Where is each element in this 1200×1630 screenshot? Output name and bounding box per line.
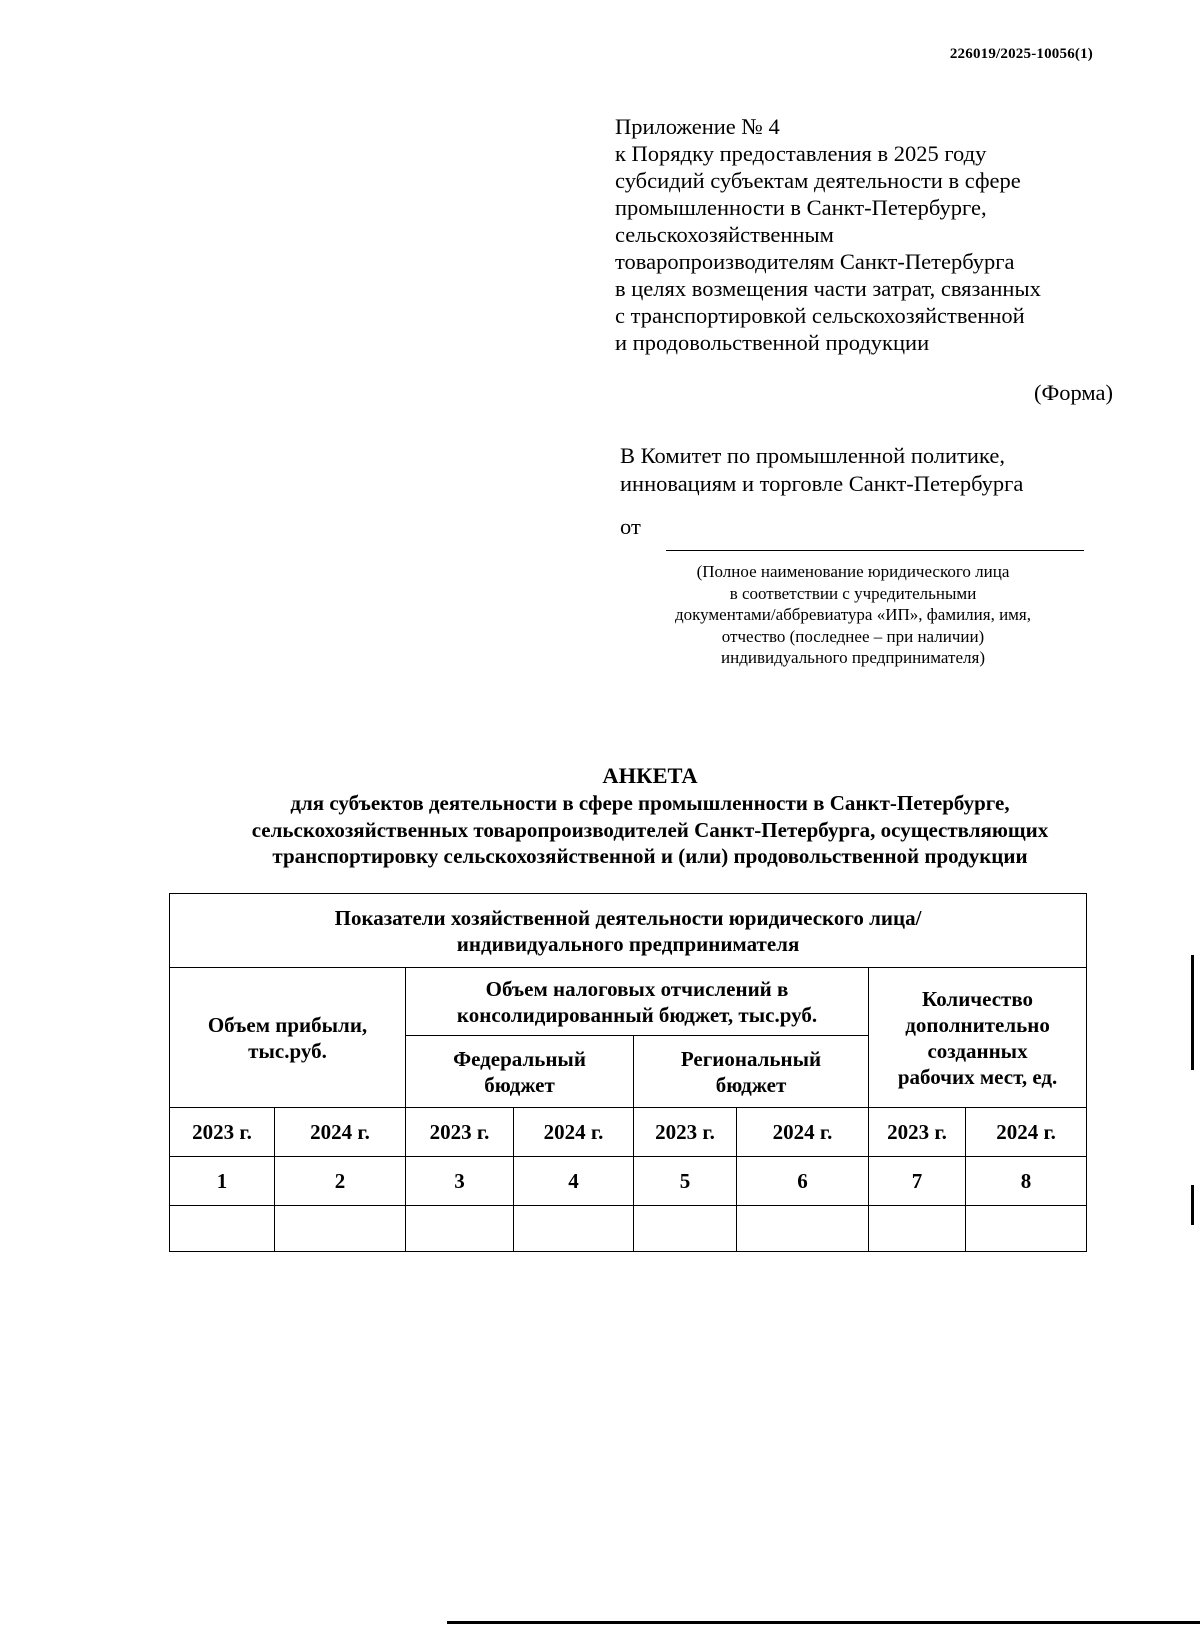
column-number-cell: 7 — [869, 1157, 966, 1206]
column-number-cell: 6 — [737, 1157, 869, 1206]
data-entry-cell[interactable] — [406, 1206, 514, 1252]
appendix-line: промышленности в Санкт-Петербурге, — [615, 195, 987, 220]
regional-header-line: Региональный — [680, 1046, 822, 1071]
scan-edge-mark — [1191, 1185, 1194, 1225]
profit-header-line: тыс.руб. — [248, 1038, 327, 1063]
year-cell: 2023 г. — [170, 1108, 275, 1157]
regional-header-line: бюджет — [715, 1072, 787, 1097]
title-sub-line: транспортировку сельскохозяйственной и (или) продовольственной продукции — [272, 844, 1028, 868]
from-caption-line: в соответствии с учредительными — [729, 583, 977, 603]
federal-header-line: Федеральный — [453, 1046, 586, 1071]
data-entry-cell[interactable] — [966, 1206, 1087, 1252]
year-cell: 2024 г. — [966, 1108, 1087, 1157]
scan-edge-mark — [1191, 955, 1194, 1070]
addressee-block — [620, 442, 1140, 497]
profit-header-line: Объем прибыли, — [207, 1012, 368, 1037]
scan-artifact-line — [447, 1621, 1200, 1624]
jobs-header — [869, 968, 1087, 1108]
tax-header-line: консолидированный бюджет, тыс.руб. — [456, 1002, 818, 1027]
table-caption-cell — [170, 894, 1087, 968]
table-caption-line: Показатели хозяйственной деятельности юридического лица/ — [334, 905, 922, 930]
appendix-line: сельскохозяйственным — [615, 222, 834, 247]
column-number-cell: 5 — [634, 1157, 737, 1206]
column-number-cell: 1 — [170, 1157, 275, 1206]
addressee-line: В Комитет по промышленной политике, — [620, 443, 1005, 468]
regional-budget-header — [634, 1036, 869, 1108]
from-caption-line: (Полное наименование юридического лица — [696, 562, 1010, 581]
tax-header — [406, 968, 869, 1036]
year-cell: 2024 г. — [514, 1108, 634, 1157]
data-entry-cell[interactable] — [275, 1206, 406, 1252]
addressee-line: инновациям и торговле Санкт-Петербурга — [620, 470, 1024, 496]
jobs-header-line: рабочих мест, ед. — [897, 1064, 1058, 1089]
title-main: АНКЕТА — [602, 763, 698, 788]
data-entry-cell[interactable] — [869, 1206, 966, 1252]
from-caption — [620, 561, 1086, 669]
data-entry-cell[interactable] — [514, 1206, 634, 1252]
table-caption-line: индивидуального предпринимателя — [456, 931, 800, 956]
year-cell: 2024 г. — [737, 1108, 869, 1157]
data-entry-cell[interactable] — [170, 1206, 275, 1252]
title-sub-line: сельскохозяйственных товаропроизводителей Санкт-Петербурга, осуществляющих — [251, 817, 1049, 842]
title-sub-line: для субъектов деятельности в сфере промышленности в Санкт-Петербурге, — [290, 791, 1010, 815]
federal-budget-header — [406, 1036, 634, 1108]
federal-header-line: бюджет — [484, 1072, 555, 1097]
from-label: от — [620, 514, 641, 539]
jobs-header-line: Количество — [922, 986, 1034, 1011]
appendix-line: субсидий субъектам деятельности в сфере — [615, 168, 1021, 193]
jobs-header-line: созданных — [927, 1038, 1028, 1063]
from-caption-line: индивидуального предпринимателя) — [721, 648, 985, 667]
form-label: (Форма) — [1034, 380, 1113, 405]
data-entry-cell[interactable] — [737, 1206, 869, 1252]
appendix-line: Приложение № 4 — [615, 114, 780, 139]
column-number-cell: 3 — [406, 1157, 514, 1206]
appendix-line: и продовольственной продукции — [615, 330, 930, 355]
appendix-line: с транспортировкой сельскохозяйственной — [615, 303, 1025, 328]
data-entry-cell[interactable] — [634, 1206, 737, 1252]
appendix-line: в целях возмещения части затрат, связанных — [615, 276, 1041, 301]
form-title — [100, 762, 1200, 870]
appendix-line: к Порядку предоставления в 2025 году — [615, 141, 987, 166]
profit-header — [170, 968, 406, 1108]
appendix-line: товаропроизводителям Санкт-Петербурга — [615, 249, 1015, 274]
appendix-header — [615, 113, 1135, 356]
from-fill-line[interactable] — [666, 550, 1084, 551]
year-cell: 2023 г. — [869, 1108, 966, 1157]
tax-header-line: Объем налоговых отчислений в — [485, 976, 789, 1001]
from-caption-line: документами/аббревиатура «ИП», фамилия, имя, — [674, 605, 1032, 624]
column-number-cell: 2 — [275, 1157, 406, 1206]
from-caption-line: отчество (последнее – при наличии) — [721, 626, 985, 646]
indicators-table — [169, 893, 1087, 1252]
year-cell: 2024 г. — [275, 1108, 406, 1157]
year-cell: 2023 г. — [406, 1108, 514, 1157]
year-cell: 2023 г. — [634, 1108, 737, 1157]
jobs-header-line: дополнительно — [905, 1012, 1050, 1037]
column-number-cell: 8 — [966, 1157, 1087, 1206]
column-number-cell: 4 — [514, 1157, 634, 1206]
document-number: 226019/2025-10056(1) — [949, 46, 1093, 62]
